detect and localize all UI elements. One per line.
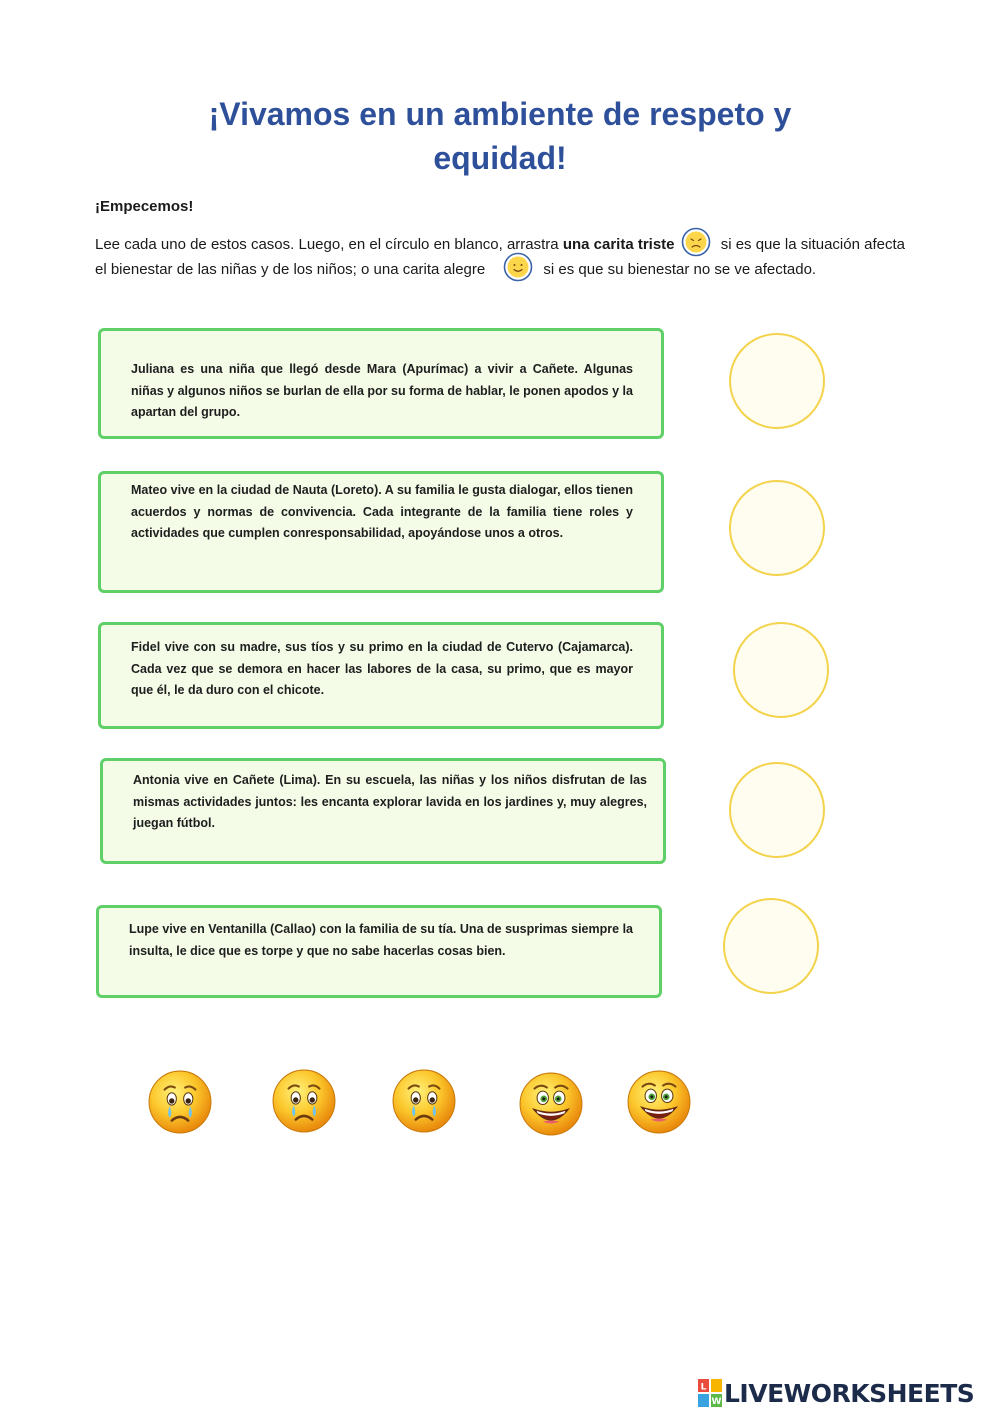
sad-face-icon[interactable] [147, 1069, 213, 1135]
case-text: Antonia vive en Cañete (Lima). En su escuela, las niñas y los niños disfrutan de las mismas actividades juntos: les encanta explorar lavida en los jardines y, muy alegres, juegan fútbol. [133, 773, 647, 830]
logo-mark-letter-l: L [700, 1382, 707, 1393]
instructions-sad-label: una carita triste [562, 236, 675, 253]
happy-face-icon[interactable] [626, 1069, 692, 1135]
drop-circle-3[interactable] [733, 622, 829, 718]
case-text: Fidel vive con su madre, sus tíos y su primo en la ciudad de Cutervo (Cajamarca). Cada vez que se demora en hacer las labores de la casa, su primo, que es mayor que él, le da duro con el chicote. [131, 640, 633, 697]
case-text: Mateo vive en la ciudad de Nauta (Loreto). A su familia le gusta dialogar, ellos tienen acuerdos y normas de convivencia. Cada integrante de la familia tiene roles y actividades que cumplen conresponsabilidad, apoyándose unos a otros. [131, 483, 633, 540]
instructions-part-2: si es que la situación afecta el bienestar de las niñas y de los niños; o una carita alegre [95, 236, 905, 279]
instructions-part-1: Lee cada uno de estos casos. Luego, en el círculo en blanco, arrastra [95, 236, 563, 253]
liveworksheets-logo-text: LIVEWORKSHEETS [724, 1378, 975, 1408]
logo-mark-letter-w: W [711, 1397, 722, 1407]
liveworksheets-logo-mark-icon [698, 1379, 722, 1407]
case-card-mateo [98, 471, 664, 593]
drop-circle-2[interactable] [729, 480, 825, 576]
case-card-fidel [98, 622, 664, 729]
happy-face-inline-icon [503, 252, 533, 282]
case-card-antonia [100, 758, 666, 864]
sad-face-inline-icon [681, 227, 711, 257]
sad-face-icon[interactable] [391, 1068, 457, 1134]
case-text: Lupe vive en Ventanilla (Callao) con la familia de su tía. Una de susprimas siempre la insulta, le dice que es torpe y que no sabe hacerlas cosas bien. [129, 922, 633, 958]
case-text: Juliana es una niña que llegó desde Mara (Apurímac) a vivir a Cañete. Algunas niñas y algunos niños se burlan de ella por su forma de hablar, le ponen apodos y la apartan del grupo. [131, 362, 633, 419]
page-title-line-2: equidad! [433, 140, 567, 176]
page-title-line-1: ¡Vivamos en un ambiente de respeto y [208, 96, 792, 132]
page-title [0, 92, 1000, 180]
drop-circle-4[interactable] [729, 762, 825, 858]
happy-face-icon[interactable] [518, 1071, 584, 1137]
case-card-juliana [98, 328, 664, 439]
drop-circle-5[interactable] [723, 898, 819, 994]
instructions-part-3: si es que su bienestar no se ve afectado. [539, 261, 817, 279]
sad-face-icon[interactable] [271, 1068, 337, 1134]
drop-circle-1[interactable] [729, 333, 825, 429]
case-card-lupe [96, 905, 662, 998]
section-subtitle: ¡Empecemos! [95, 198, 194, 215]
liveworksheets-logo [698, 1376, 974, 1410]
instructions-paragraph [95, 232, 905, 282]
